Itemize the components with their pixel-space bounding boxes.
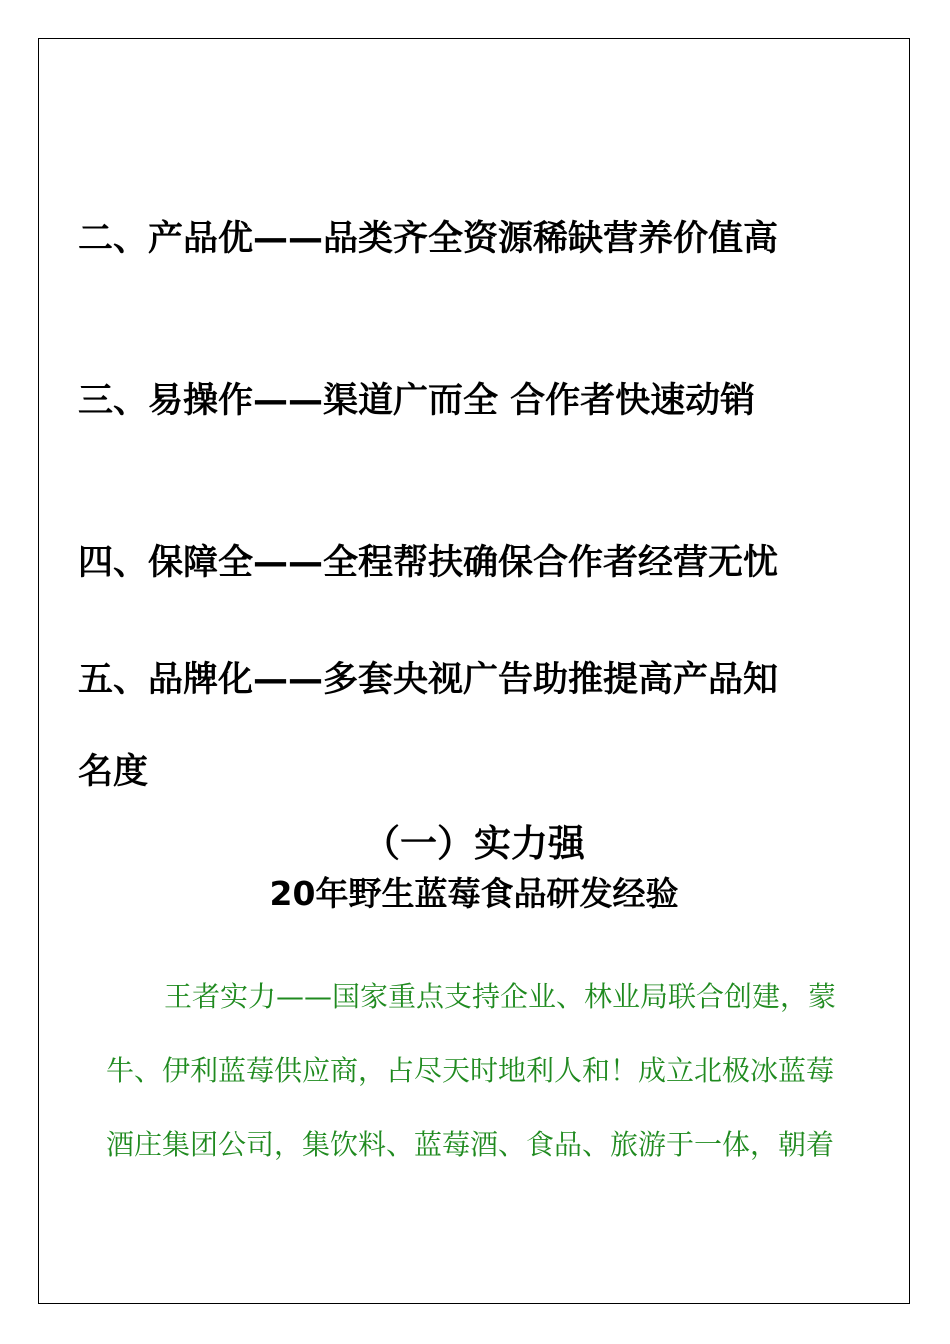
section-subtitle: 20年野生蓝莓食品研发经验	[269, 874, 679, 913]
heading-full-support: 四、保障全——全程帮扶确保合作者经营无忧	[78, 543, 779, 583]
heading-easy-operation: 三、易操作——渠道广而全 合作者快速动销	[78, 381, 756, 421]
heading-branding-line1: 五、品牌化——多套央视广告助推提高产品知	[78, 660, 779, 700]
paragraph-line-1: 王者实力——国家重点支持企业、林业局联合创建，蒙	[164, 980, 837, 1013]
section-title: （一）实力强	[363, 822, 585, 865]
heading-product-advantage: 二、产品优——品类齐全资源稀缺营养价值高	[78, 219, 779, 259]
paragraph-line-2: 牛、伊利蓝莓供应商，占尽天时地利人和！成立北极冰蓝莓	[106, 1054, 835, 1087]
heading-branding-line2: 名度	[78, 752, 149, 792]
paragraph-line-3: 酒庄集团公司，集饮料、蓝莓酒、食品、旅游于一体，朝着	[106, 1128, 835, 1161]
